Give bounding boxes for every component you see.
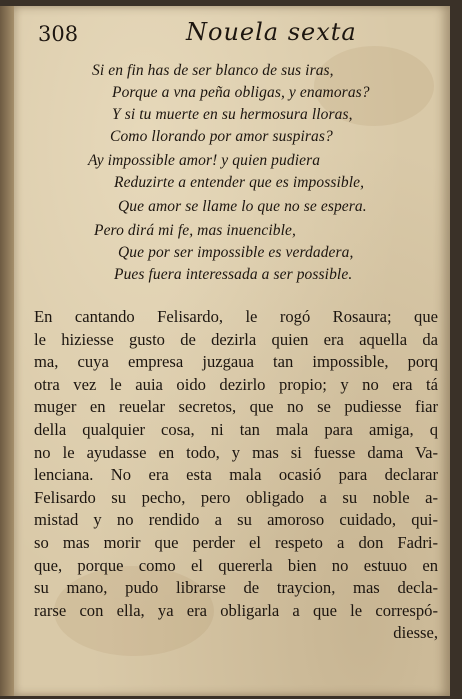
page-header — [38, 18, 438, 48]
poem-line: Porque a vna peña obligas, y enamoras? — [112, 84, 370, 101]
poem-line: Reduzirte a entender que es impossible, — [114, 174, 365, 191]
poem-line: Que amor se llame lo que no se espera. — [118, 198, 367, 215]
poem-line: Y si tu muerte en su hermosura lloras, — [112, 106, 353, 123]
running-head: Nouela sexta — [186, 18, 357, 46]
prose-line: que, porque como el quererla bien no estuuo en — [34, 555, 438, 575]
prose-line: no le ayudasse en todo, y mas si fuesse dama Va- — [34, 442, 438, 462]
prose-line: mistad y no rendido a su amoroso cuidado, qui- — [34, 510, 438, 530]
book-gutter — [0, 6, 14, 696]
prose-line: so mas morir que perder el respeto a don Fadri- — [34, 532, 438, 552]
prose-line: ma, cuya empresa juzgaua tan impossible, porq — [34, 352, 438, 372]
prose-line: lenciana. No era esta mala ocasió para declarar — [34, 465, 438, 485]
prose-line: le hiziesse gusto de dezirla quien era aquella da — [34, 329, 438, 349]
poem-line: Pues fuera interessada a ser possible. — [114, 266, 353, 283]
prose-paragraph — [34, 306, 438, 645]
prose-line: rarse con ella, ya era obligarla a que le correspó- — [34, 600, 438, 620]
book-page — [14, 6, 450, 696]
prose-line: muger en reuelar secretos, que no se pudiesse fiar — [34, 397, 438, 417]
poem-line: Ay impossible amor! y quien pudiera — [88, 152, 321, 169]
prose-line: su mano, pudo librarse de traycion, mas decla- — [34, 578, 438, 598]
prose-line: otra vez le auia oido dezirlo propio; y no era tá — [34, 374, 438, 394]
poem-line: Si en fin has de ser blanco de sus iras, — [92, 62, 334, 79]
poem-line: Como llorando por amor suspiras? — [110, 128, 333, 145]
catchword: diesse, — [393, 623, 438, 643]
poem-line: Pero dirá mi fe, mas inuencible, — [94, 222, 296, 239]
prose-line: En cantando Felisardo, le rogó Rosaura; que — [34, 307, 438, 326]
poem-line: Que por ser impossible es verdadera, — [118, 244, 354, 261]
prose-line: Felisardo su pecho, pero obligado a su noble a- — [34, 487, 438, 507]
prose-line: della qualquier cosa, ni tan mala para amiga, q — [34, 419, 438, 439]
page-number: 308 — [38, 22, 79, 46]
